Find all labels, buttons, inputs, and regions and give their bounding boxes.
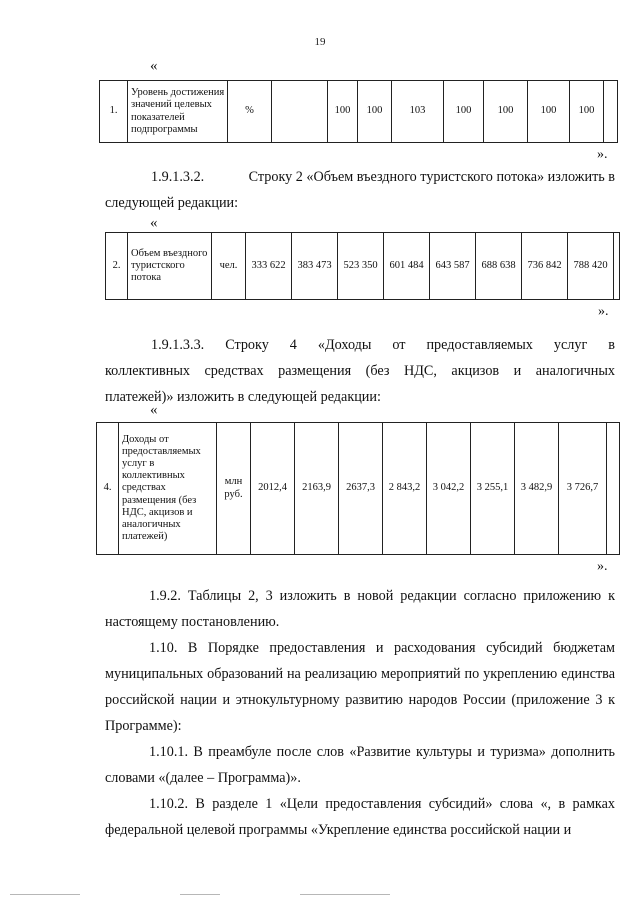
table-cell: 100 — [328, 81, 358, 143]
table-cell-name: Объем въездного туристского потока — [128, 233, 212, 300]
table-cell: 688 638 — [476, 233, 522, 300]
table-cell — [607, 423, 620, 555]
table-cell: 2 843,2 — [383, 423, 427, 555]
table-cell — [272, 81, 328, 143]
table2 — [105, 232, 620, 300]
table-row — [106, 233, 620, 300]
table-cell: 383 473 — [292, 233, 338, 300]
paragraph-text: Строку 2 «Объем въездного туристского потока» изложить в — [248, 169, 615, 185]
table-cell: чел. — [212, 233, 246, 300]
paragraph-line: платежей)» изложить в следующей редакции: — [105, 389, 381, 405]
paragraph-1-9-1-3-2 — [105, 164, 615, 216]
table1-close-quote: ». — [597, 147, 608, 162]
paragraph-line: следующей редакции: — [105, 195, 239, 211]
paragraph-1-10: 1.10. В Порядке предоставления и расходования субсидий бюджетам муниципальных образований на реализацию мероприятий по укреплению единства российской нации и этнокультурному развитию народов России (приложение 3 к Программе): — [105, 640, 615, 734]
table-row — [97, 423, 620, 555]
table-cell: 100 — [358, 81, 392, 143]
body-text — [105, 583, 615, 843]
page-number: 19 — [314, 36, 326, 48]
paragraph-number: 1.9.1.3.2. — [151, 169, 205, 185]
table-cell — [614, 233, 620, 300]
table-cell: 100 — [484, 81, 528, 143]
paragraph-word: 4 — [289, 337, 297, 353]
table-cell: 643 587 — [430, 233, 476, 300]
table-cell: 736 842 — [522, 233, 568, 300]
table2-close-quote: ». — [598, 304, 609, 319]
table-cell: 788 420 — [568, 233, 614, 300]
paragraph-1-9-1-3-3 — [105, 332, 615, 410]
table-cell: 2012,4 — [251, 423, 295, 555]
table-cell: 100 — [444, 81, 484, 143]
paragraph-word: услуг — [553, 337, 588, 353]
paragraph-word: Строку — [225, 337, 269, 353]
table-cell: 4. — [97, 423, 119, 555]
scan-edge-mark — [0, 888, 640, 903]
table1 — [99, 80, 618, 143]
table-cell: 103 — [392, 81, 444, 143]
table1-open-quote: « — [150, 58, 158, 74]
table-cell: 2. — [106, 233, 128, 300]
paragraph-word: в — [608, 337, 615, 353]
table-cell: 3 042,2 — [427, 423, 471, 555]
table-cell: 523 350 — [338, 233, 384, 300]
table-cell: 3 726,7 — [559, 423, 607, 555]
table-cell: 2163,9 — [295, 423, 339, 555]
table-cell — [604, 81, 618, 143]
paragraph-1-10-2: 1.10.2. В разделе 1 «Цели предоставления субсидий» слова «, в рамках федеральной целевой программы «Укрепление единства российской нации и — [105, 796, 615, 838]
table-cell: 601 484 — [384, 233, 430, 300]
paragraph-1-10-1: 1.10.1. В преамбуле после слов «Развитие культуры и туризма» дополнить словами «(далее – Программа)». — [105, 744, 615, 786]
paragraph-word: от — [392, 337, 406, 353]
table-cell: 3 255,1 — [471, 423, 515, 555]
table-cell: 1. — [100, 81, 128, 143]
table-row — [100, 81, 618, 143]
table2-open-quote: « — [150, 215, 158, 231]
table-cell-name: Уровень достижения значений целевых показателей подпрограммы — [128, 81, 228, 143]
table3-open-quote: « — [150, 402, 158, 418]
table-cell: 100 — [528, 81, 570, 143]
table-cell: % — [228, 81, 272, 143]
paragraph-word: «Доходы — [317, 337, 372, 353]
table-cell: млн руб. — [217, 423, 251, 555]
paragraph-1-9-2: 1.9.2. Таблицы 2, 3 изложить в новой редакции согласно приложению к настоящему постановлению. — [105, 588, 615, 630]
table-cell: 2637,3 — [339, 423, 383, 555]
table-cell-name: Доходы от предоставляемых услуг в коллективных средствах размещения (без НДС, акцизов и аналогичных платежей) — [119, 423, 217, 555]
table3-close-quote: ». — [597, 559, 608, 574]
table-cell: 333 622 — [246, 233, 292, 300]
table3 — [96, 422, 620, 555]
paragraph-line: коллективных средствах размещения (без НДС, акцизов и аналогичных — [105, 363, 615, 379]
table-cell: 100 — [570, 81, 604, 143]
table-cell: 3 482,9 — [515, 423, 559, 555]
paragraph-number: 1.9.1.3.3. — [151, 337, 205, 353]
paragraph-word: предоставляемых — [426, 337, 533, 353]
